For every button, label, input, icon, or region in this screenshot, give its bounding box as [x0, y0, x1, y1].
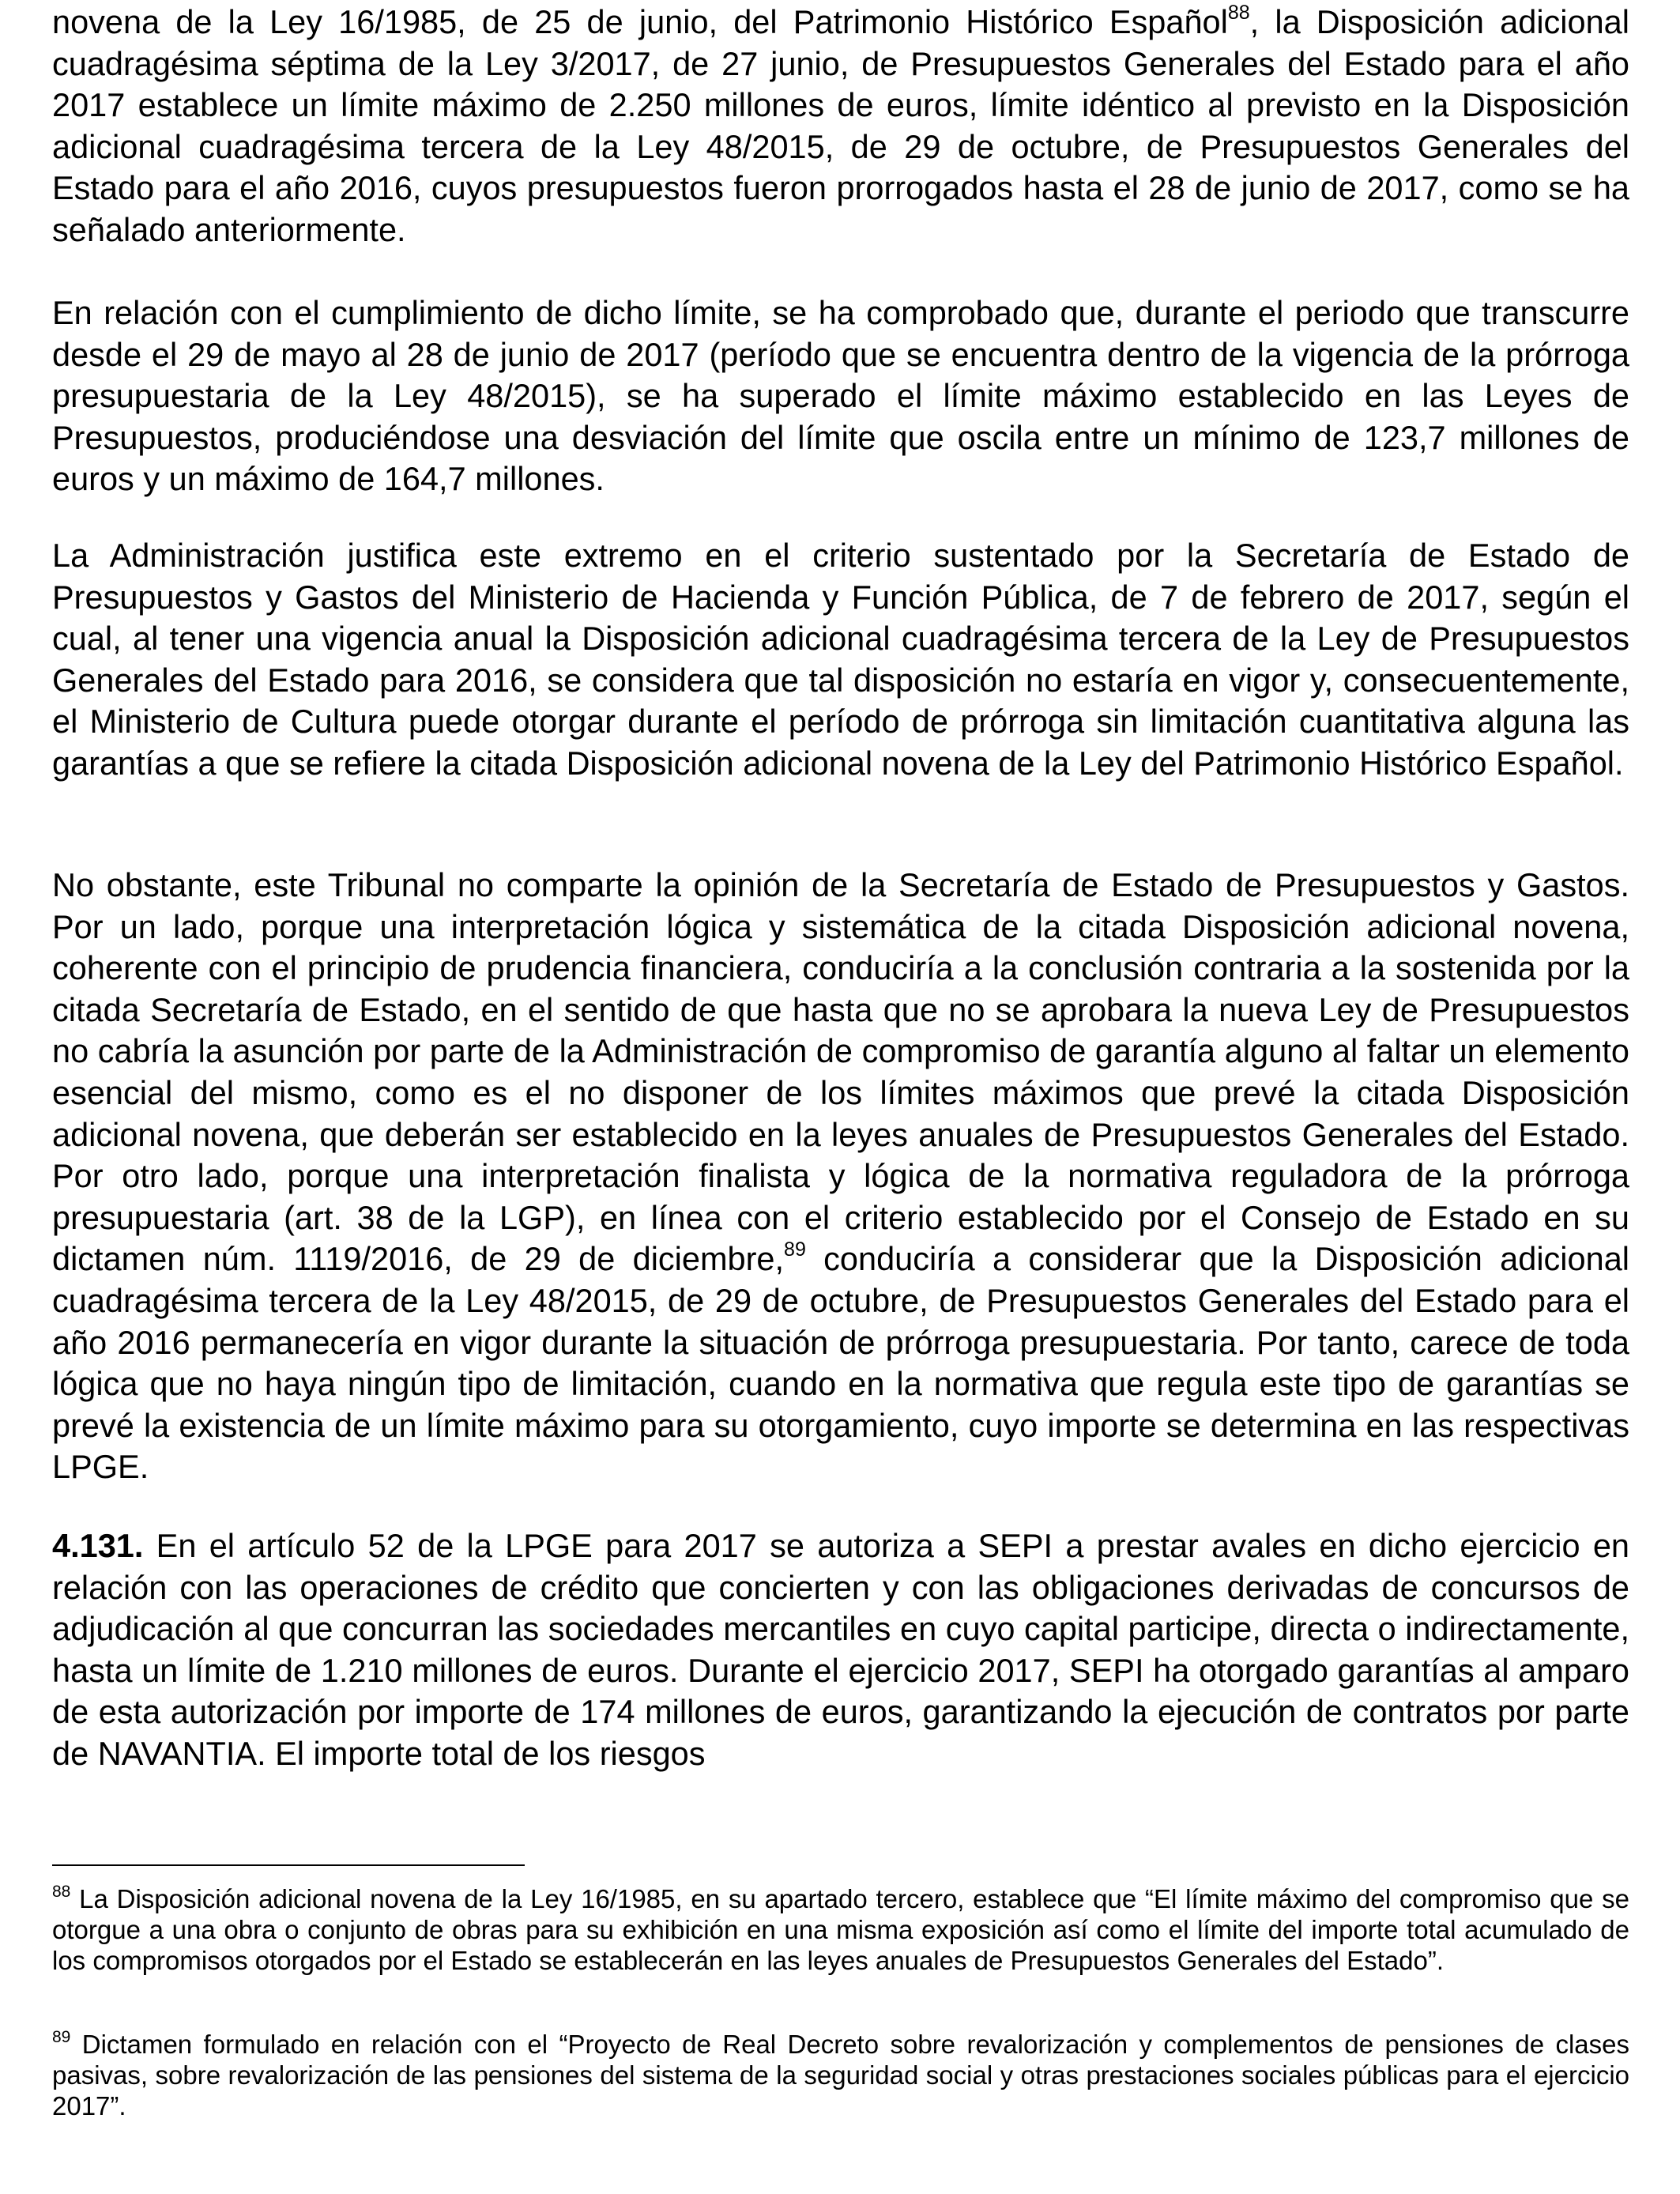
footnote-ref-89[interactable]: 89	[784, 1238, 806, 1261]
paragraph-4-131	[52, 1525, 1629, 1775]
paragraph-text: No obstante, este Tribunal no comparte la opinión de la Secretaría de Estado de Presupuestos y Gastos. Por un lado, porque una interpretación lógica y sistemática de la citada Disposición adicional novena, coherente con el principio de prudencia financiera, conduciría a la conclusión contraria a la sostenida por la citada Secretaría de Estado, en el sentido de que hasta que no se aprobara la nueva Ley de Presupuestos no cabría la asunción por parte de la Administración de compromiso de garantía alguno al faltar un elemento esencial del mismo, como es el no disponer de los límites máximos que prevé la citada Disposición adicional novena, que deberán ser establecido en la leyes anuales de Presupuestos Generales del Estado. Por otro lado, porque una interpretación finalista y lógica de la normativa reguladora de la prórroga presupuestaria (art. 38 de la LGP), en línea con el criterio establecido por el Consejo de Estado en su dictamen núm. 1119/2016, de 29 de diciembre,	[52, 866, 1629, 1278]
footnote-mark: 88	[52, 1883, 71, 1901]
paragraph-text: conduciría a considerar que la Disposición adicional cuadragésima tercera de la Ley 48/2015, de 29 de octubre, de Presupuestos Generales del Estado para el año 2016 permanecería en vigor durante la situación de prórroga presupuestaria. Por tanto, carece de toda lógica que no haya ningún tipo de limitación, cuando en la normativa que regula este tipo de garantías se prevé la existencia de un límite máximo para su otorgamiento, cuyo importe se determina en las respectivas LPGE.	[52, 1240, 1629, 1486]
paragraph-1	[52, 2, 1629, 251]
footnote-separator	[52, 1864, 525, 1866]
paragraph-4	[52, 865, 1629, 1488]
footnote-mark: 89	[52, 2028, 71, 2046]
paragraph-text: En el artículo 52 de la LPGE para 2017 se autoriza a SEPI a prestar avales en dicho ejercicio en relación con las operaciones de crédito que concierten y con las obligaciones derivadas de concursos de adjudicación al que concurran las sociedades mercantiles en cuyo capital participe, directa o indirectamente, hasta un límite de 1.210 millones de euros. Durante el ejercicio 2017, SEPI ha otorgado garantías al amparo de esta autorización por importe de 174 millones de euros, garantizando la ejecución de contratos por parte de NAVANTIA. El importe total de los riesgos	[52, 1527, 1629, 1772]
footnote-88	[52, 1883, 1629, 1977]
footnote-text: Dictamen formulado en relación con el “Proyecto de Real Decreto sobre revalorización y complementos de pensiones de clases pasivas, sobre revalorización de las pensiones del sistema de la seguridad social y otras prestaciones sociales públicas para el ejercicio 2017”.	[52, 2030, 1629, 2121]
paragraph-text: novena de la Ley 16/1985, de 25 de junio, del Patrimonio Histórico Español	[52, 3, 1228, 40]
paragraph-3: La Administración justifica este extremo en el criterio sustentado por la Secretaría de Estado de Presupuestos y Gastos del Ministerio de Hacienda y Función Pública, de 7 de febrero de 2017, según el cual, al tener una vigencia anual la Disposición adicional cuadragésima tercera de la Ley de Presupuestos Generales del Estado para 2016, se considera que tal disposición no estaría en vigor y, consecuentemente, el Ministerio de Cultura puede otorgar durante el período de prórroga sin limitación cuantitativa alguna las garantías a que se refiere la citada Disposición adicional novena de la Ley del Patrimonio Histórico Español.	[52, 537, 1629, 782]
section-number: 4.131.	[52, 1527, 144, 1564]
paragraph-text: , la Disposición adicional cuadragésima séptima de la Ley 3/2017, de 27 junio, de Presupuestos Generales del Estado para el año 2017 establece un límite máximo de 2.250 millones de euros, límite idéntico al previsto en la Disposición adicional cuadragésima tercera de la Ley 48/2015, de 29 de octubre, de Presupuestos Generales del Estado para el año 2016, cuyos presupuestos fueron prorrogados hasta el 28 de junio de 2017, como se ha señalado anteriormente.	[52, 3, 1629, 248]
footnote-text: La Disposición adicional novena de la Ley 16/1985, en su apartado tercero, establece que “El límite máximo del compromiso que se otorgue a una obra o conjunto de obras para su exhibición en una misma exposición así como el límite del importe total acumulado de los compromisos otorgados por el Estado se establecerán en las leyes anuales de Presupuestos Generales del Estado”.	[52, 1884, 1629, 1976]
footnote-89	[52, 2029, 1629, 2122]
footnote-ref-88[interactable]: 88	[1227, 2, 1250, 24]
paragraph-2: En relación con el cumplimiento de dicho límite, se ha comprobado que, durante el periodo que transcurre desde el 29 de mayo al 28 de junio de 2017 (período que se encuentra dentro de la vigencia de la prórroga presupuestaria de la Ley 48/2015), se ha superado el límite máximo establecido en las Leyes de Presupuestos, produciéndose una desviación del límite que oscila entre un mínimo de 123,7 millones de euros y un máximo de 164,7 millones.	[52, 294, 1629, 498]
